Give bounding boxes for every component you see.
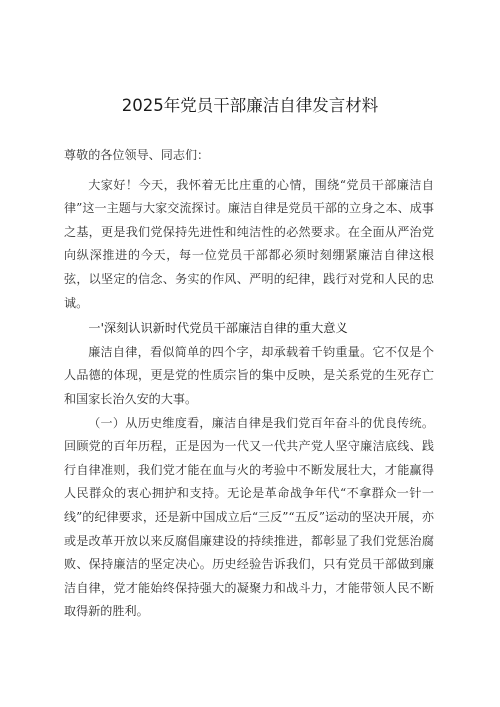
- page-bottom-space: [64, 624, 434, 634]
- intro-paragraph: 大家好！今天，我怀着无比庄重的心情，围绕“党员干部廉洁自律”这一主题与大家交流探讨。廉洁自律是党员干部的立身之本、成事之基，更是我们党保持先进性和纯洁性的必然要求。在全面从严治党向纵深推进的今天，每一位党员干部都必须时刻绷紧廉洁自律这根弦，以坚定的信念、务实的作风、严明的纪律，践行对党和人民的忠诚。: [64, 177, 434, 310]
- document-title: 2025年党员干部廉洁自律发言材料: [121, 96, 379, 115]
- salutation: 尊敬的各位领导、同志们：: [64, 148, 210, 162]
- section-paragraph: 廉洁自律，看似简单的四个字，却承载着千钧重量。它不仅是个人品德的体现，更是党的性质宗旨的集中反映，是关系党的生死存亡和国家长治久安的大事。: [64, 344, 434, 406]
- section-paragraph: （一）从历史维度看，廉洁自律是我们党百年奋斗的优良传统。回顾党的百年历程，正是因为一代又一代共产党人坚守廉洁底线、践行自律准则，我们党才能在血与火的考验中不断发展壮大，才能赢得人民群众的衷心拥护和支持。无论是革命战争年代“不拿群众一针一线”的纪律要求，还是新中国成立后“三反”“五反”运动的坚决开展，亦或是改革开放以来反腐倡廉建设的持续推进，都彰显了我们党惩治腐败、保持廉洁的坚定决心。历史经验告诉我们，只有党员干部做到廉洁自律，党才能始终保持强大的凝聚力和战斗力，才能带领人民不断取得新的胜利。: [64, 415, 434, 619]
- document-body: [64, 144, 434, 634]
- section-heading: 一'深刻认识新时代党员干部廉洁自律的重大意义: [88, 321, 348, 336]
